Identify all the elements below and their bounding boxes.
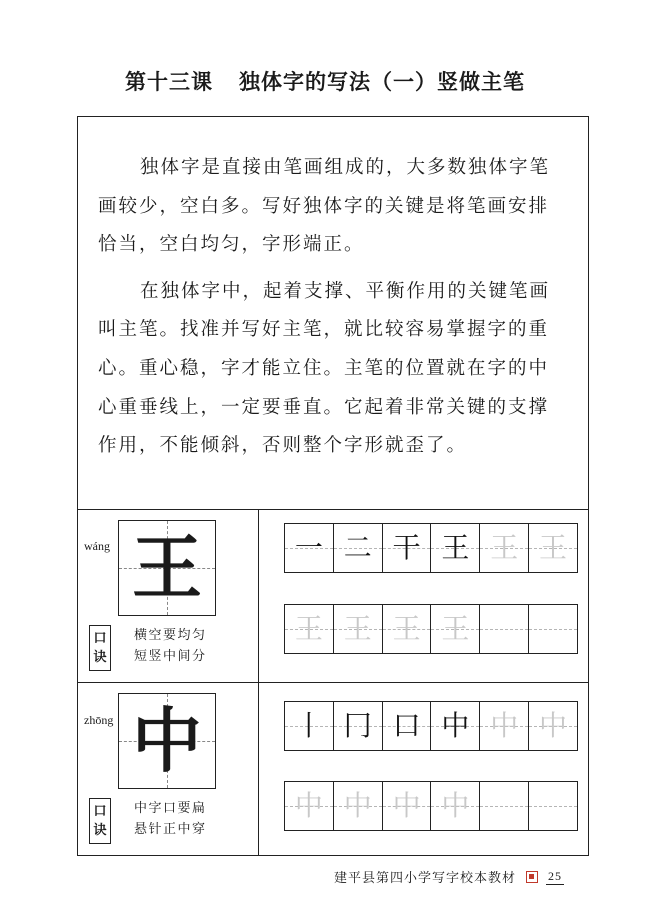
practice-cell: 王 [431,605,480,653]
practice-cell: 丨 [285,702,334,750]
intro-section [78,117,588,510]
tracing-grid [284,604,578,654]
practice-cell [480,782,529,830]
lesson-frame [77,116,589,856]
page-number: 25 [548,868,562,883]
tracing-grid [284,781,578,831]
koujue-rhyme: 中字口要扁 悬针正中穿 [134,801,207,837]
practice-cell [529,605,577,653]
model-cell [78,683,259,855]
page-mark-icon [526,871,538,883]
pinyin-label: wáng [84,539,110,553]
practice-cell: 冂 [334,702,383,750]
practice-cell: 王 [383,605,432,653]
model-cell [78,510,259,682]
footer-text: 建平县第四小学写字校本教材 [333,871,516,886]
practice-cell: 中 [529,702,577,750]
practice-cell: 中 [334,782,383,830]
stroke-order-grid [284,701,578,751]
koujue-rhyme: 横空要均匀 短竖中间分 [134,628,207,664]
practice-cell: 王 [334,605,383,653]
practice-cell: 中 [480,702,529,750]
lesson-topic: 独体字的写法（一）竖做主笔 [239,70,525,94]
practice-cell: 王 [431,524,480,572]
practice-cell: 王 [529,524,577,572]
page-footer [334,867,564,886]
model-character: 中 [132,700,202,782]
koujue-badge: 口 诀 [89,798,111,844]
practice-cell: 王 [480,524,529,572]
intro-paragraph: 在独体字中，起着支撑、平衡作用的关键笔画叫主笔。找准并写好主笔，就比较容易掌握字的重心。重心稳，字才能立住。主笔的位置就在字的中心重垂线上，一定要垂直。它起着非常关键的支撑作用，不能倾斜，否则整个字形就歪了。 [98,280,551,457]
practice-cell: 中 [431,782,480,830]
practice-cell: 中 [383,782,432,830]
model-character: 王 [132,527,202,609]
practice-cell [480,605,529,653]
model-character-box [118,520,216,616]
model-character-box [118,693,216,789]
practice-cell: 干 [383,524,432,572]
character-row-wang [78,510,588,683]
character-row-zhong [78,683,588,855]
practice-cell: 中 [431,702,480,750]
practice-cell [529,782,577,830]
page-title [0,66,650,96]
pinyin-label: zhōng [84,713,114,727]
practice-cell: 口 [383,702,432,750]
lesson-number: 第十三课 [125,70,213,94]
practice-cell: 二 [334,524,383,572]
practice-cell: 一 [285,524,334,572]
practice-cell: 中 [285,782,334,830]
koujue-badge: 口 诀 [89,625,111,671]
stroke-order-grid [284,523,578,573]
practice-cell: 王 [285,605,334,653]
intro-paragraph: 独体字是直接由笔画组成的，大多数独体字笔画较少，空白多。写好独体字的关键是将笔画安排恰当，空白均匀，字形端正。 [98,157,551,256]
